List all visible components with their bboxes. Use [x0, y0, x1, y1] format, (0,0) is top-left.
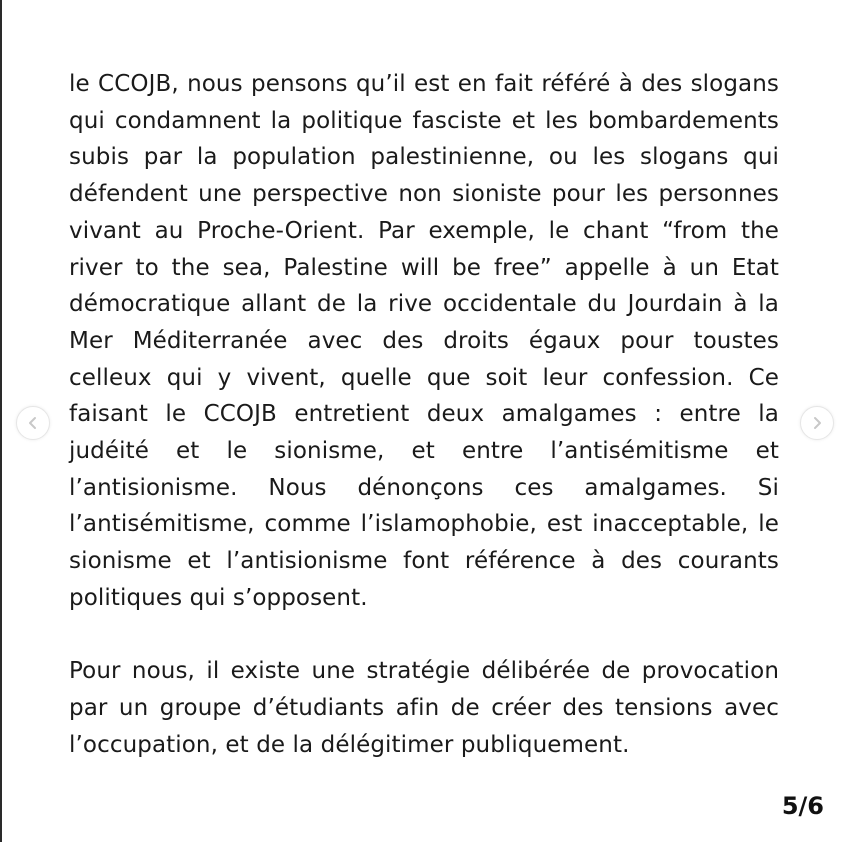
next-slide-button[interactable] — [800, 406, 834, 440]
paragraph-1: le CCOJB, nous pensons qu’il est en fait référé à des slogans qui condamnent la politique fasciste et les bombardements subis par la population palestinienne, ou les slogans qui défendent une perspective non sioniste pour les personnes vivant au Proche-Orient. Par exemple, le chant “from the river to the sea, Palestine will be free” appelle à un Etat démocratique allant de la rive occidentale du Jourdain à la Mer Méditerranée avec des droits égaux pour toustes celleux qui y vivent, quelle que soit leur confession. Ce faisant le CCOJB entretient deux amalgames : entre la judéité et le sionisme, et entre l’antisémitisme et l’antisionisme. Nous dénonçons ces amalgames. Si l’antisémitisme, comme l’islamophobie, est inacceptable, le sionisme et l’antisionisme font référence à des courants politiques qui s’opposent. — [69, 71, 779, 611]
previous-slide-button[interactable] — [16, 406, 50, 440]
page-indicator: 5/6 — [781, 792, 824, 820]
slide-text-body — [69, 66, 779, 763]
paragraph-2: Pour nous, il existe une stratégie délibérée de provocation par un groupe d’étudiants afin de créer des tensions avec l’occupation, et de la délégitimer publiquement. — [69, 658, 779, 758]
chevron-right-icon — [811, 416, 823, 430]
chevron-left-icon — [27, 416, 39, 430]
